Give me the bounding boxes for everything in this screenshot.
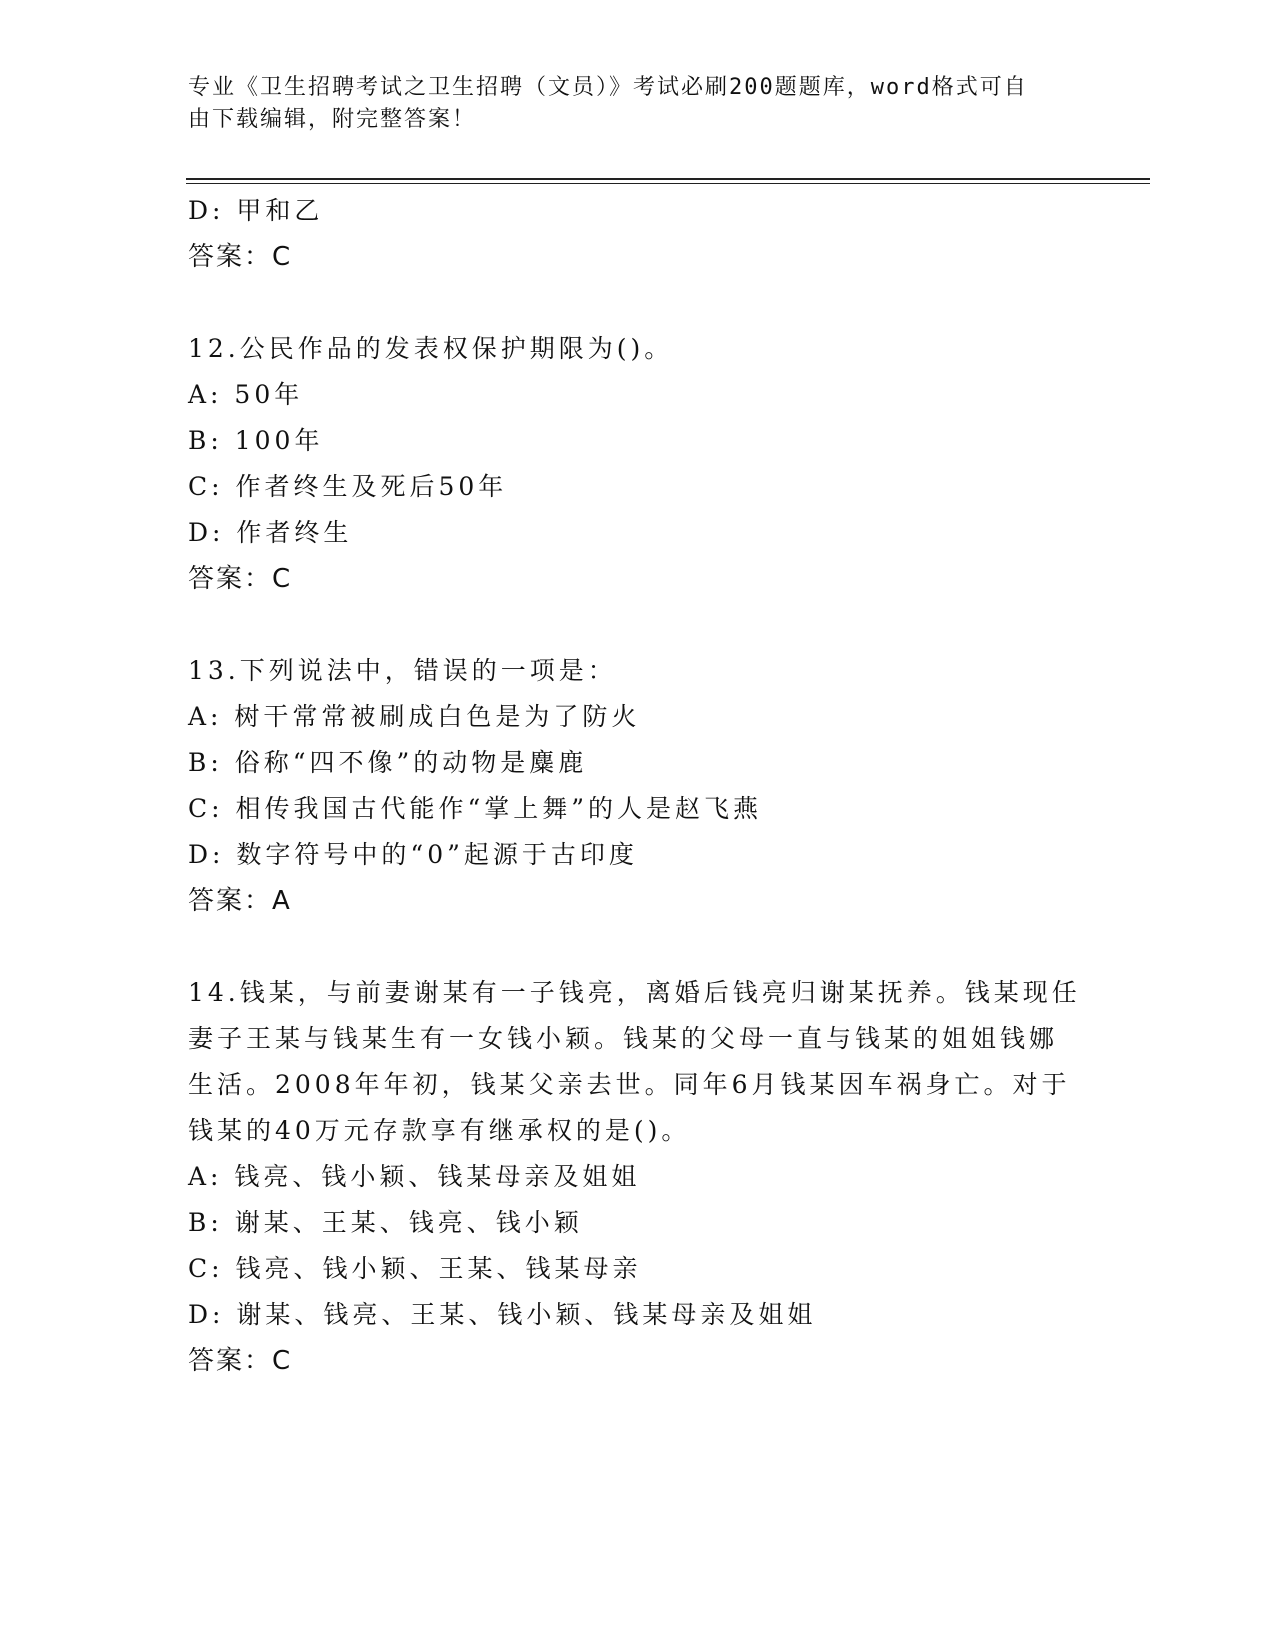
prev-question-option-d: D: 甲和乙 xyxy=(188,196,324,225)
header-divider-thick xyxy=(186,178,1150,180)
spacer xyxy=(188,924,1088,970)
document-header xyxy=(188,72,1068,136)
question-14 xyxy=(188,970,1088,1384)
header-divider-thin xyxy=(186,183,1150,184)
answer-label: 答案：C xyxy=(188,564,293,594)
spacer xyxy=(188,280,1088,326)
question-list xyxy=(188,188,1088,1384)
answer-label: 答案：A xyxy=(188,886,292,916)
question-13 xyxy=(188,648,1088,924)
header-line-2: 由下载编辑，附完整答案！ xyxy=(188,107,477,132)
prev-question-answer: 答案：C xyxy=(188,242,293,272)
option-b: B: 谢某、王某、钱亮、钱小颖 xyxy=(188,1208,583,1237)
question-stem-line-3: 生活。2008年年初，钱某父亲去世。同年6月钱某因车祸身亡。对于 xyxy=(188,1070,1071,1099)
option-a: A: 钱亮、钱小颖、钱某母亲及姐姐 xyxy=(188,1162,641,1191)
option-c: C: 作者终生及死后50年 xyxy=(188,472,508,501)
option-a: A: 50年 xyxy=(188,380,304,409)
question-stem: 12.公民作品的发表权保护期限为()。 xyxy=(188,334,674,363)
option-d: D: 数字符号中的“0”起源于古印度 xyxy=(188,840,638,869)
option-c: C: 相传我国古代能作“掌上舞”的人是赵飞燕 xyxy=(188,794,763,823)
option-a: A: 树干常常被刷成白色是为了防火 xyxy=(188,702,641,731)
option-b: B: 100年 xyxy=(188,426,324,455)
option-d: D: 谢某、钱亮、王某、钱小颖、钱某母亲及姐姐 xyxy=(188,1300,817,1329)
question-stem-line-2: 妻子王某与钱某生有一女钱小颖。钱某的父母一直与钱某的姐姐钱娜 xyxy=(188,1024,1059,1053)
question-12 xyxy=(188,326,1088,602)
header-line-1: 专业《卫生招聘考试之卫生招聘（文员）》考试必刷200题题库，word格式可自 xyxy=(188,75,1028,100)
question-stem: 13.下列说法中，错误的一项是： xyxy=(188,656,617,685)
option-c: C: 钱亮、钱小颖、王某、钱某母亲 xyxy=(188,1254,642,1283)
answer-label: 答案：C xyxy=(188,1346,293,1376)
option-b: B: 俗称“四不像”的动物是麋鹿 xyxy=(188,748,588,777)
question-stem-line-4: 钱某的40万元存款享有继承权的是()。 xyxy=(188,1116,691,1145)
question-stem-line-1: 14.钱某，与前妻谢某有一子钱亮，离婚后钱亮归谢某抚养。钱某现任 xyxy=(188,978,1081,1007)
option-d: D: 作者终生 xyxy=(188,518,353,547)
spacer xyxy=(188,602,1088,648)
